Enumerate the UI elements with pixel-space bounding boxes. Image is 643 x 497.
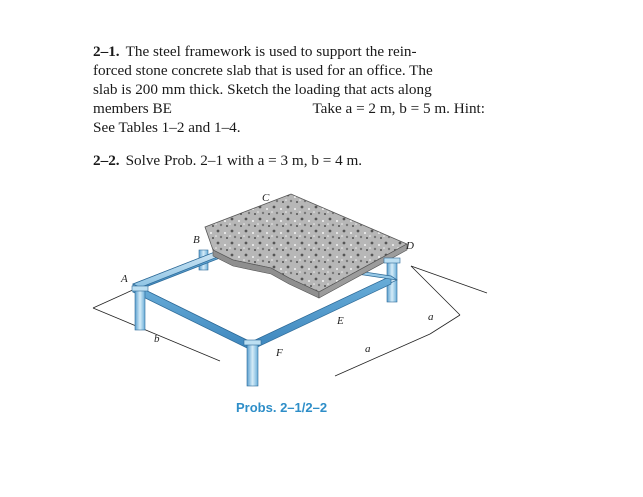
label-E: E bbox=[337, 315, 344, 327]
problem-2-2 bbox=[93, 151, 485, 170]
steel-columns bbox=[132, 258, 400, 386]
dimension-label-a: a bbox=[365, 343, 371, 355]
dimension-label-a: a bbox=[428, 311, 434, 323]
label-F: F bbox=[276, 347, 283, 359]
problem-text-line: forced stone concrete slab that is used for an office. The bbox=[93, 62, 433, 79]
problem-text-line: Take a = 2 m, b = 5 m. Hint: bbox=[312, 100, 485, 117]
label-C: C bbox=[262, 192, 270, 204]
problem-text-line: members BE bbox=[93, 100, 172, 117]
steel-framework-figure bbox=[75, 180, 515, 395]
problem-text-line: slab is 200 mm thick. Sketch the loading that acts along bbox=[93, 81, 432, 98]
dimension-label-b: b bbox=[154, 333, 160, 345]
label-B: B bbox=[193, 234, 200, 246]
problem-2-1 bbox=[93, 42, 485, 137]
problem-text-line: Solve Prob. 2–1 with a = 3 m, b = 4 m. bbox=[125, 152, 363, 169]
problem-number: 2–2. bbox=[93, 152, 120, 169]
label-D: D bbox=[406, 240, 414, 252]
problem-text-line: See Tables 1–2 and 1–4. bbox=[93, 119, 241, 136]
figure-caption: Probs. 2–1/2–2 bbox=[236, 400, 328, 415]
label-A: A bbox=[121, 273, 128, 285]
problem-text-line: The steel framework is used to support the rein- bbox=[125, 43, 417, 60]
problem-number: 2–1. bbox=[93, 43, 120, 60]
